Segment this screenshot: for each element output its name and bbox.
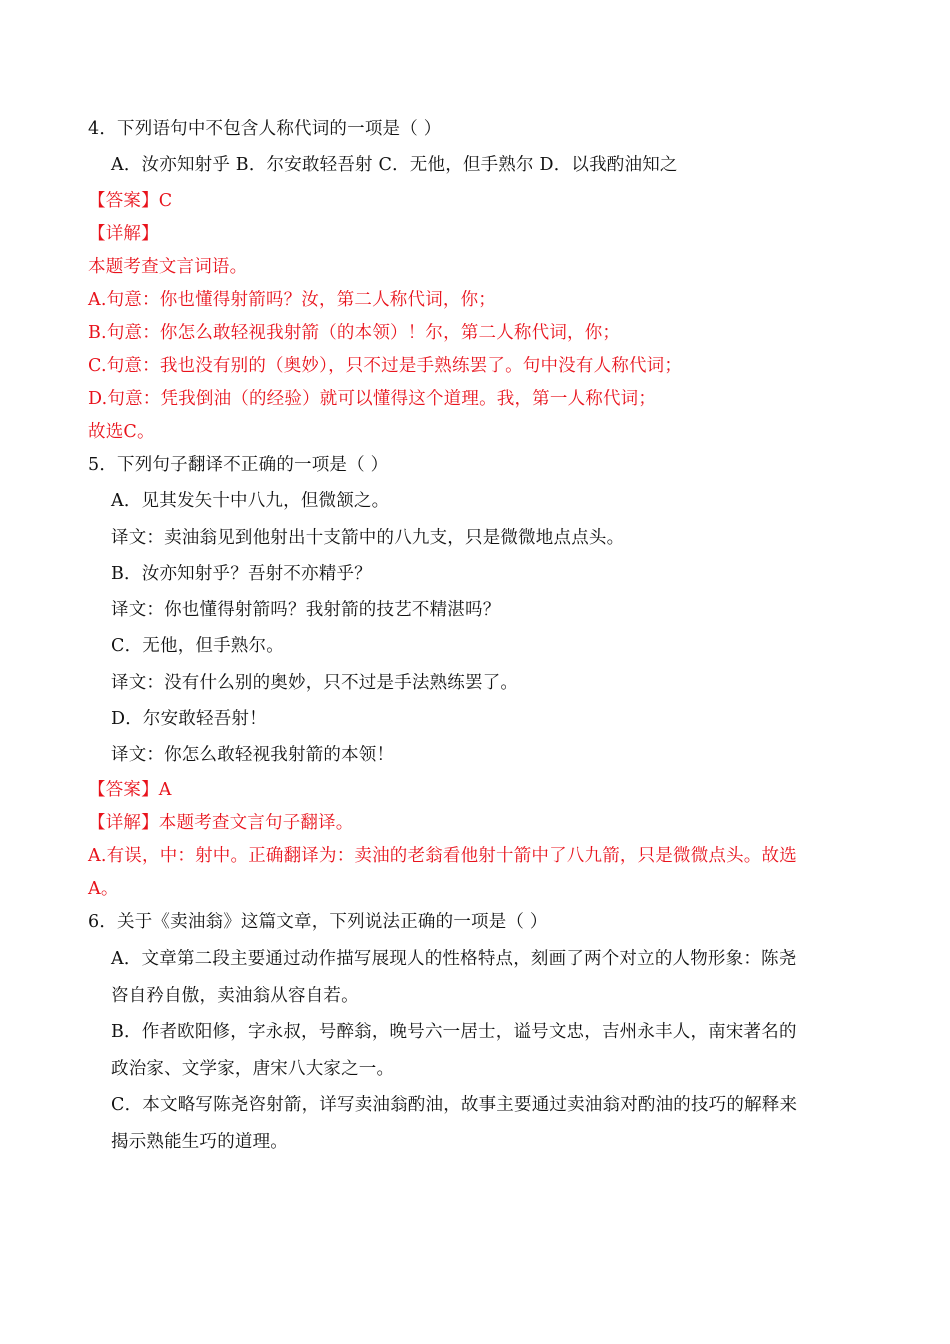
q5-item: A．见其发矢十中八九，但微颔之。 [111, 491, 390, 511]
q4-explain-line: B.句意：你怎么敢轻视我射箭（的本领）！尔，第二人称代词，你； [88, 323, 621, 343]
q5-item: 译文：你也懂得射箭吗？我射箭的技艺不精湛吗？ [111, 600, 501, 620]
q6-option-line: A．文章第二段主要通过动作描写展现人的性格特点，刻画了两个对立的人物形象：陈尧 [111, 949, 797, 969]
q6-option-line: 揭示熟能生巧的道理。 [111, 1132, 288, 1152]
q6-option-line: 咨自矜自傲，卖油翁从容自若。 [111, 986, 359, 1006]
q4-answer: 【答案】C [88, 191, 173, 211]
q5-item: 译文：没有什么别的奥妙，只不过是手法熟练罢了。 [111, 673, 519, 693]
q4-explain-line: C.句意：我也没有别的（奥妙），只不过是手熟练罢了。句中没有人称代词； [88, 356, 683, 376]
q4-explain-line: A.句意：你也懂得射箭吗？汝，第二人称代词，你； [88, 290, 496, 310]
q4-detail-label: 【详解】 [88, 224, 159, 244]
q5-item: D．尔安敢轻吾射！ [111, 709, 267, 729]
q5-item: C．无他，但手熟尔。 [111, 636, 284, 656]
q4-explain-line: 本题考查文言词语。 [88, 257, 248, 277]
q4-explain-line: 故选C。 [88, 422, 155, 442]
q5-item: B．汝亦知射乎？吾射不亦精乎？ [111, 564, 372, 584]
q4-stem: 4．下列语句中不包含人称代词的一项是（ ） [88, 119, 442, 139]
q6-option-line: 政治家、文学家，唐宋八大家之一。 [111, 1059, 395, 1079]
q4-explain-line: D.句意：凭我倒油（的经验）就可以懂得这个道理。我，第一人称代词； [88, 389, 657, 409]
q6-option-line: C．本文略写陈尧咨射箭，详写卖油翁酌油，故事主要通过卖油翁对酌油的技巧的解释来 [111, 1095, 798, 1115]
q6-stem: 6．关于《卖油翁》这篇文章，下列说法正确的一项是（ ） [88, 912, 548, 932]
q5-stem: 5．下列句子翻译不正确的一项是（ ） [88, 455, 389, 475]
q5-explain-line: A.有误，中：射中。正确翻译为：卖油的老翁看他射十箭中了八九箭，只是微微点头。故选 [88, 846, 797, 866]
q5-item: 译文：卖油翁见到他射出十支箭中的八九支，只是微微地点点头。 [111, 528, 625, 548]
q5-item: 译文：你怎么敢轻视我射箭的本领！ [111, 745, 395, 765]
q6-option-line: B．作者欧阳修，字永叔，号醉翁，晚号六一居士，谥号文忠，吉州永丰人，南宋著名的 [111, 1022, 797, 1042]
q4-options: A．汝亦知射乎 B．尔安敢轻吾射 C．无他，但手熟尔 D．以我酌油知之 [111, 155, 678, 175]
q5-explain-line: A。 [88, 879, 119, 899]
q5-detail: 【详解】本题考查文言句子翻译。 [88, 813, 354, 833]
q5-answer: 【答案】A [88, 780, 172, 800]
